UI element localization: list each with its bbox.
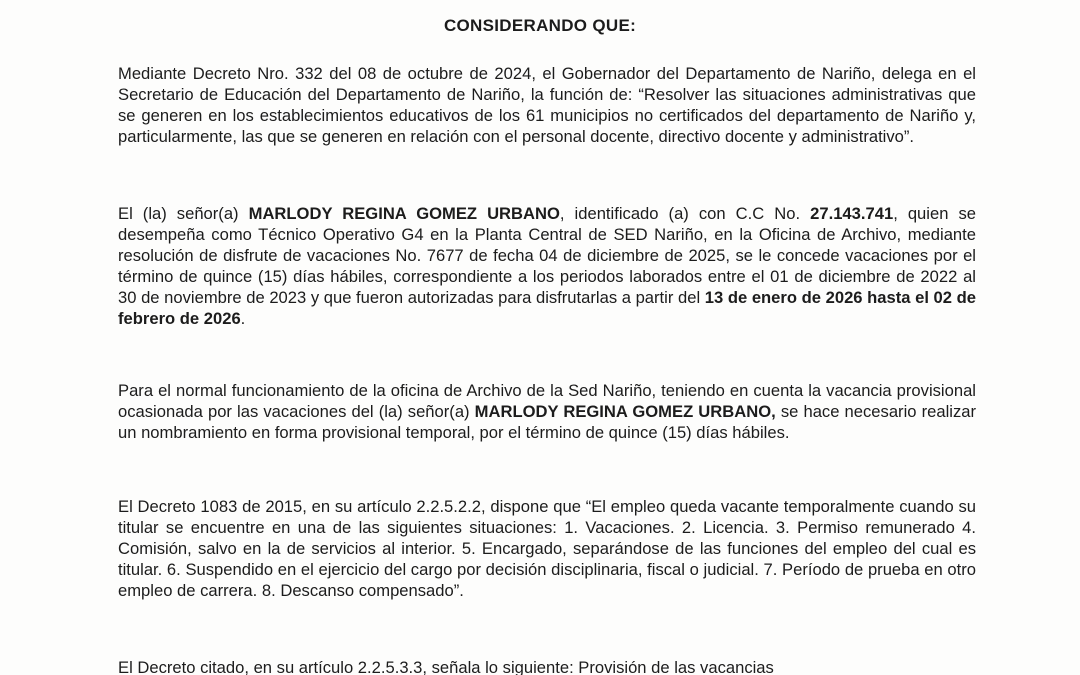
paragraph-text: Mediante Decreto Nro. 332 del 08 de octubre de 2024, el Gobernador del Departamento de Nariño, delega en el Secretario de Educación del Departamento de Nariño, la función de: “Resolver las situaciones administrativas que se generen en los establecimientos educativos de los 61 municipios no certificados del departamento de Nariño y, particularmente, las que se generen en relación con el personal docente, directivo docente y administrativo”. — [118, 64, 976, 146]
paragraph-text: El (la) señor(a) — [118, 204, 249, 223]
paragraph-decree-1083 — [118, 496, 976, 601]
paragraph-text: . — [240, 309, 246, 328]
paragraph-employee-vacation — [118, 203, 976, 329]
employee-name: MARLODY REGINA GOMEZ URBANO, — [474, 402, 776, 421]
paragraph-text: , identificado (a) con C.C No. — [559, 204, 811, 223]
paragraph-text: El Decreto citado, en su artículo 2.2.5.3.3, señala lo siguiente: Provisión de las vacancias — [118, 658, 774, 675]
employee-id-number: 27.143.741 — [810, 204, 894, 223]
paragraph-decree-article — [118, 657, 976, 675]
paragraph-text: , quien se desempeña como Técnico Operativo G4 en la Planta Central de SED Nariño, en la Oficina de Archivo, mediante resolución de disfrute de vacaciones No. 7677 de fecha 04 de diciembre de 2025, se le concede vacaciones por el término de quince (15) días hábiles, correspondiente a los periodos laborados entre el 01 de diciembre de 2022 al 30 de noviembre de 2023 y que fueron autorizadas para disfrutarlas a partir del — [118, 204, 976, 307]
employee-name: MARLODY REGINA GOMEZ URBANO — [248, 204, 560, 223]
vacation-dates: 13 de enero de 2026 hasta el 02 de febrero de 2026 — [118, 288, 976, 328]
paragraph-text: El Decreto 1083 de 2015, en su artículo 2.2.5.2.2, dispone que “El empleo queda vacante temporalmente cuando su titular se encuentre en una de las siguientes situaciones: 1. Vacaciones. 2. Licencia. 3. Permiso remunerado 4. Comisión, salvo en la de servicios al interior. 5. Encargado, separándose de las funciones del empleo del cual es titular. 6. Suspendido en el ejercicio del cargo por decisión disciplinaria, fiscal o judicial. 7. Período de prueba en otro empleo de carrera. 8. Descanso compensado”. — [118, 497, 976, 600]
paragraph-provisional-appointment — [118, 380, 976, 443]
paragraph-text: se hace necesario realizar un nombramiento en forma provisional temporal, por el término de quince (15) días hábiles. — [118, 402, 976, 442]
paragraph-text: Para el normal funcionamiento de la oficina de Archivo de la Sed Nariño, teniendo en cuenta la vacancia provisional ocasionada por las vacaciones del (la) señor(a) — [118, 381, 976, 421]
section-heading: CONSIDERANDO QUE: — [443, 16, 637, 35]
paragraph-decree-332 — [118, 63, 976, 147]
